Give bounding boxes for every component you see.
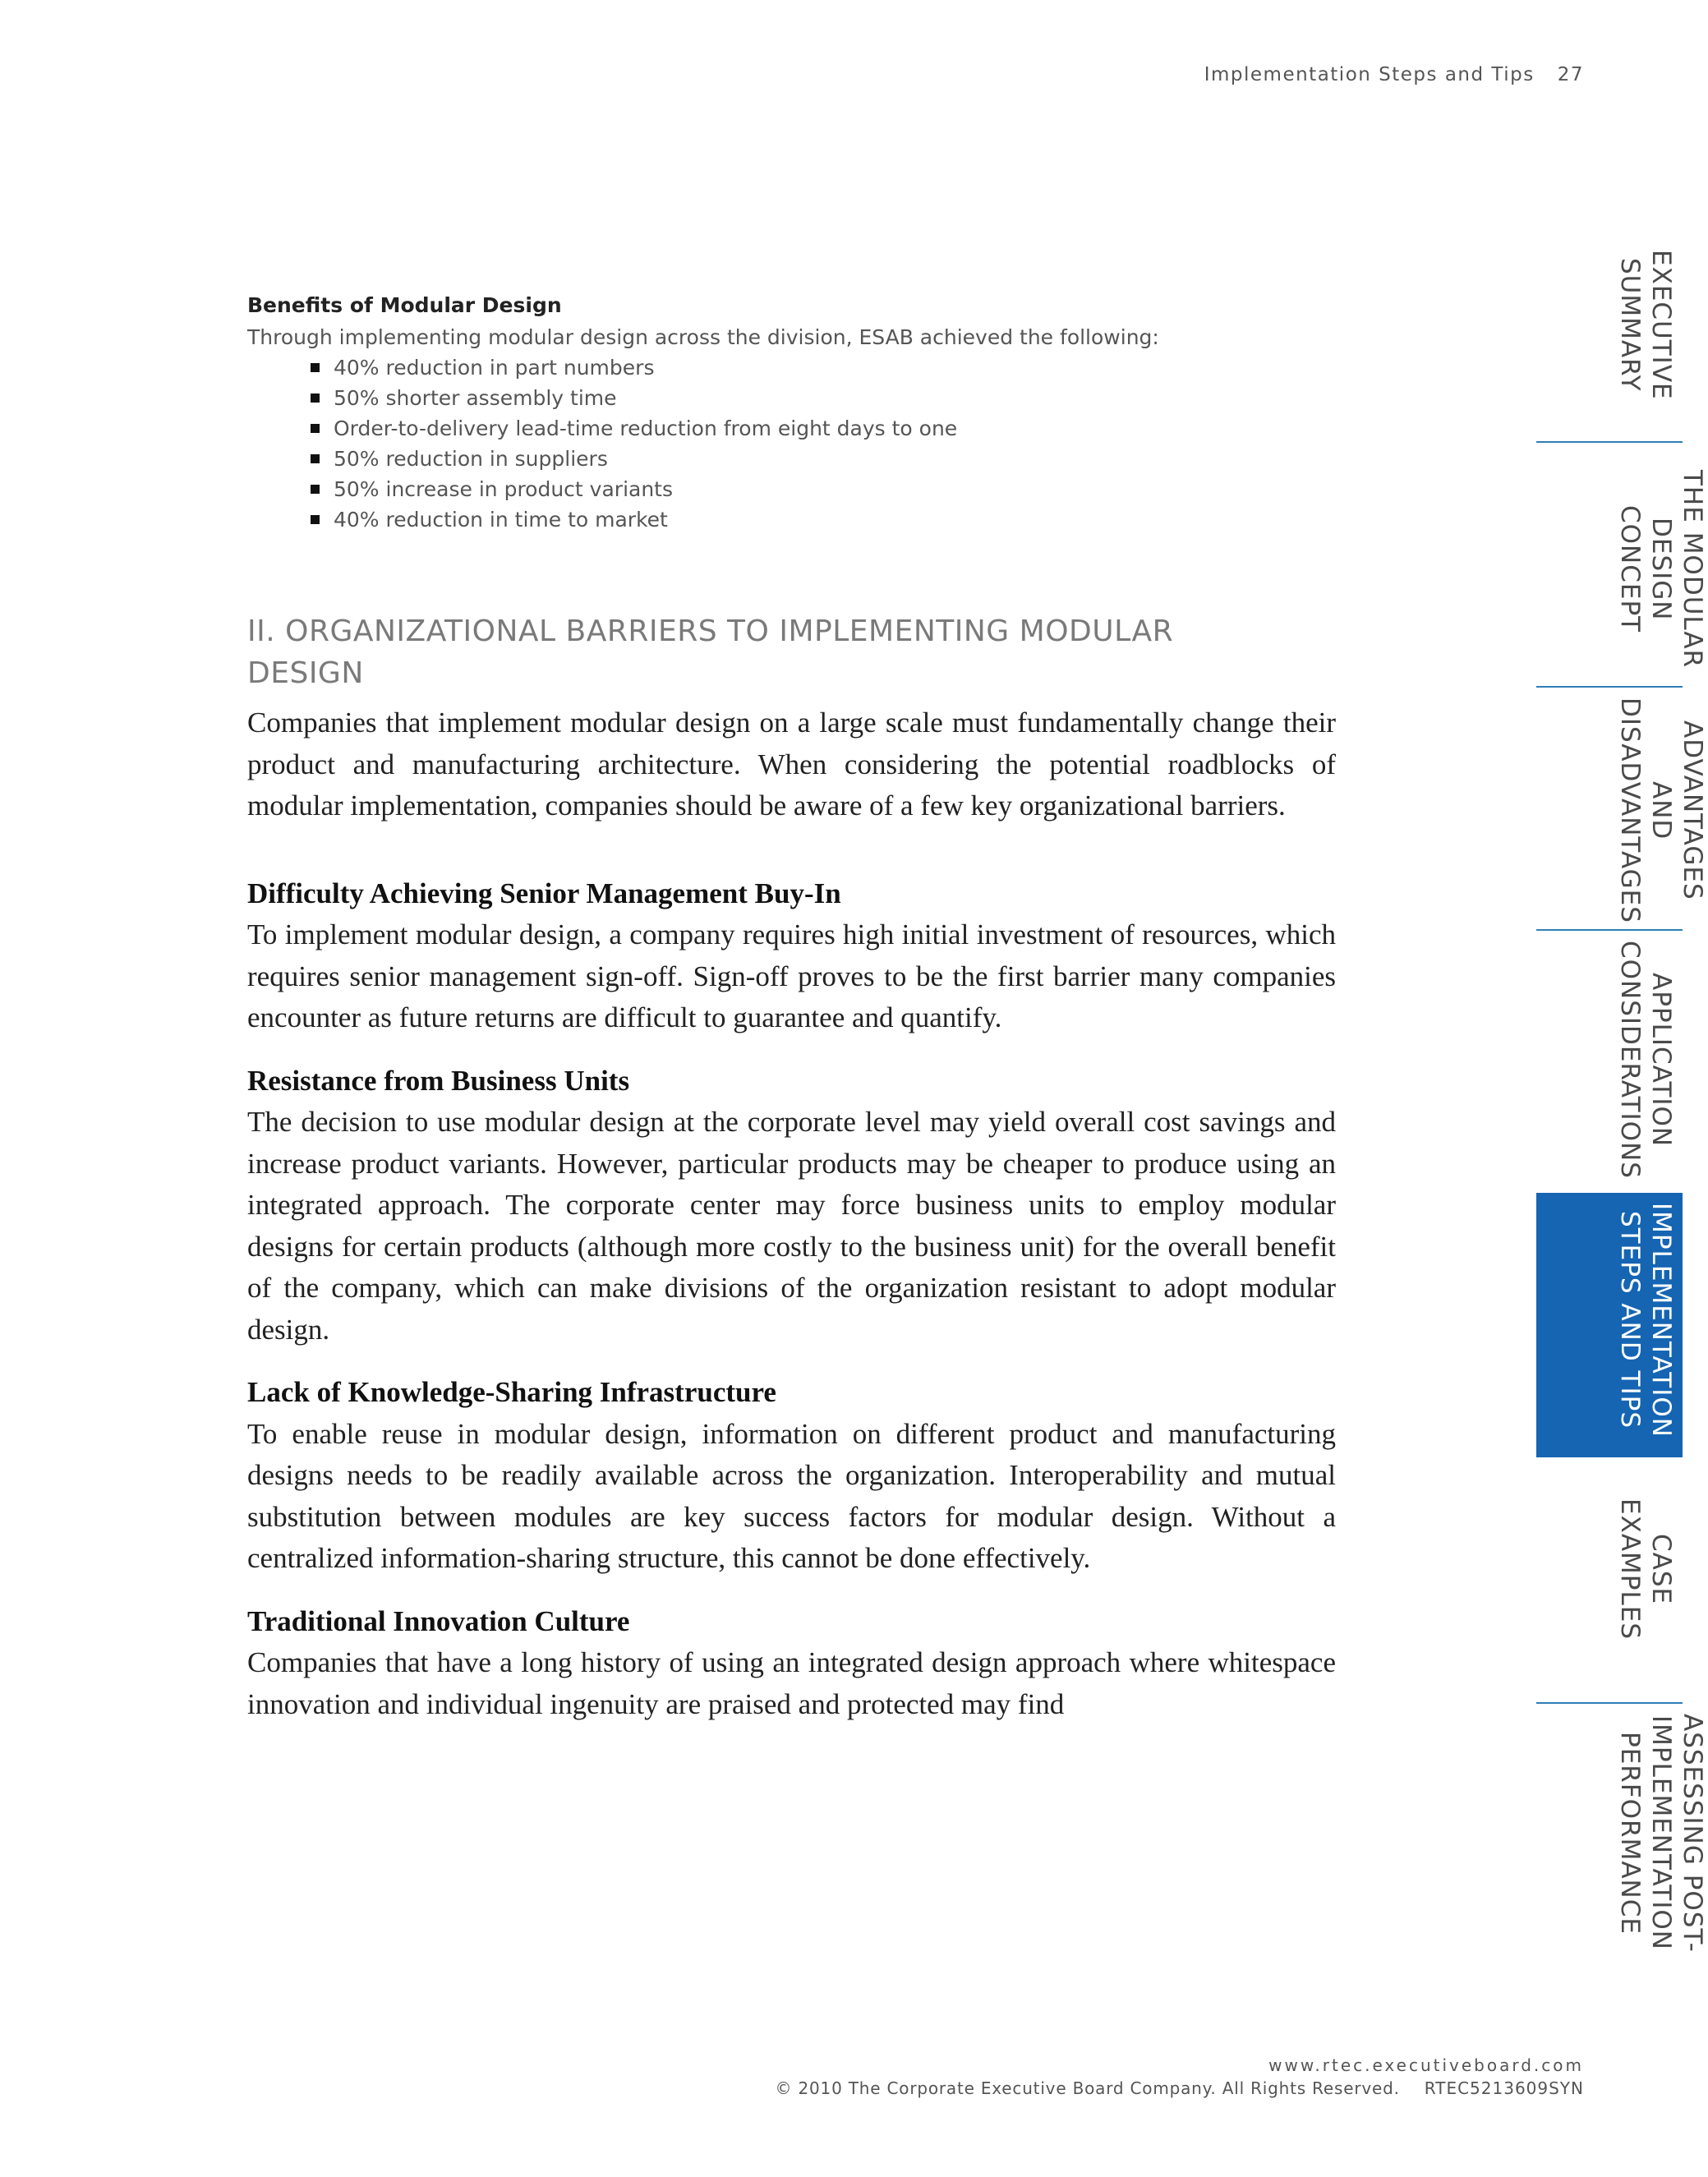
page-number: 27 xyxy=(1557,64,1584,85)
subsection-innovation-culture xyxy=(247,1601,1336,1726)
footer-doc-code: RTEC5213609SYN xyxy=(1424,2078,1584,2098)
nav-tab-executive-summary[interactable] xyxy=(1536,240,1683,441)
nav-tab-advantages-disadvantages[interactable] xyxy=(1536,686,1707,929)
benefits-list xyxy=(247,352,1336,535)
subsection-body: The decision to use modular design at the corporate level may yield overall cost savings and increase product variants. However, particular products may be cheaper to produce using an integrated approach. The corporate center may force business units to employ modular designs for certain products (although more costly to the business unit) for the overall benefit of the company, which can make divisions of the organization resistant to adopt modular design. xyxy=(247,1106,1336,1346)
nav-tab-label: EXECUTIVE SUMMARY xyxy=(1615,250,1676,400)
square-bullet-icon xyxy=(311,454,320,463)
subsection-body: To implement modular design, a company requires high initial investment of resources, which requires senior management sign-off. Sign-off proves to be the first barrier many companies encounter as future returns are difficult to guarantee and quantify. xyxy=(247,918,1336,1033)
subsection-heading: Resistance from Business Units xyxy=(247,1064,630,1097)
benefits-intro: Through implementing modular design across the division, ESAB achieved the following: xyxy=(247,325,1159,349)
subsection-body: Companies that have a long history of using an integrated design approach where whitespace innovation and individual ingenuity are praised and protected may find xyxy=(247,1646,1336,1720)
subsection-business-units xyxy=(247,1061,1336,1351)
subsection-senior-management xyxy=(247,873,1336,1039)
benefit-item: 40% reduction in time to market xyxy=(311,504,1336,535)
footer-website: www.rtec.executiveboard.com xyxy=(1268,2055,1584,2075)
nav-tab-label: APPLICATION CONSIDERATIONS xyxy=(1615,941,1676,1179)
main-content xyxy=(247,289,1336,1747)
benefit-item: 50% increase in product variants xyxy=(311,474,1336,504)
nav-tab-label: THE MODULAR DESIGN CONCEPT xyxy=(1615,470,1707,669)
section-intro: Companies that implement modular design on a large scale must fundamentally change their product and manufacturing architecture. When considering the potential roadblocks of modular implementation, companies should be aware of a few key organizational barriers. xyxy=(247,706,1336,822)
benefit-item: 40% reduction in part numbers xyxy=(311,352,1336,383)
benefit-item: 50% reduction in suppliers xyxy=(311,444,1336,474)
nav-tab-case-examples[interactable] xyxy=(1536,1489,1683,1694)
footer-copyright: © 2010 The Corporate Executive Board Company. All Rights Reserved. xyxy=(775,2078,1400,2098)
square-bullet-icon xyxy=(311,363,320,372)
subsection-heading: Traditional Innovation Culture xyxy=(247,1604,630,1637)
subsection-heading: Difficulty Achieving Senior Management Buy-In xyxy=(247,877,841,909)
benefit-item: 50% shorter assembly time xyxy=(311,383,1336,413)
benefits-box xyxy=(247,289,1336,535)
square-bullet-icon xyxy=(311,424,320,433)
nav-tab-label: ADVANTAGES AND DISADVANTAGES xyxy=(1615,697,1707,923)
nav-tab-label: CASE EXAMPLES xyxy=(1615,1498,1676,1641)
nav-tab-assessing-performance[interactable] xyxy=(1536,1702,1707,1973)
benefits-title: Benefits of Modular Design xyxy=(247,293,562,317)
subsection-heading: Lack of Knowledge-Sharing Infrastructure xyxy=(247,1376,776,1408)
running-header xyxy=(1204,64,1584,85)
subsection-knowledge-sharing xyxy=(247,1372,1336,1580)
nav-tab-application-considerations[interactable] xyxy=(1536,929,1683,1179)
nav-tab-modular-design-concept[interactable] xyxy=(1536,441,1707,686)
square-bullet-icon xyxy=(311,515,320,524)
running-title: Implementation Steps and Tips xyxy=(1204,64,1535,85)
subsection-body: To enable reuse in modular design, information on different product and manufacturing designs needs to be readily available across the organization. Interoperability and mutual substitution between modules are key success factors for modular design. Without a centralized information-sharing structure, this cannot be done effectively. xyxy=(247,1417,1336,1574)
square-bullet-icon xyxy=(311,485,320,494)
nav-tab-label: IMPLEMENTATION STEPS AND TIPS xyxy=(1615,1203,1676,1438)
section-heading: II. ORGANIZATIONAL BARRIERS TO IMPLEMENTING MODULAR DESIGN xyxy=(247,614,1174,690)
nav-tab-implementation-steps[interactable] xyxy=(1536,1193,1683,1457)
footer xyxy=(776,2054,1584,2100)
benefit-item: Order-to-delivery lead-time reduction from eight days to one xyxy=(311,413,1336,444)
nav-tab-label: ASSESSING POST- IMPLEMENTATION PERFORMANCE xyxy=(1615,1714,1707,1953)
square-bullet-icon xyxy=(311,394,320,403)
